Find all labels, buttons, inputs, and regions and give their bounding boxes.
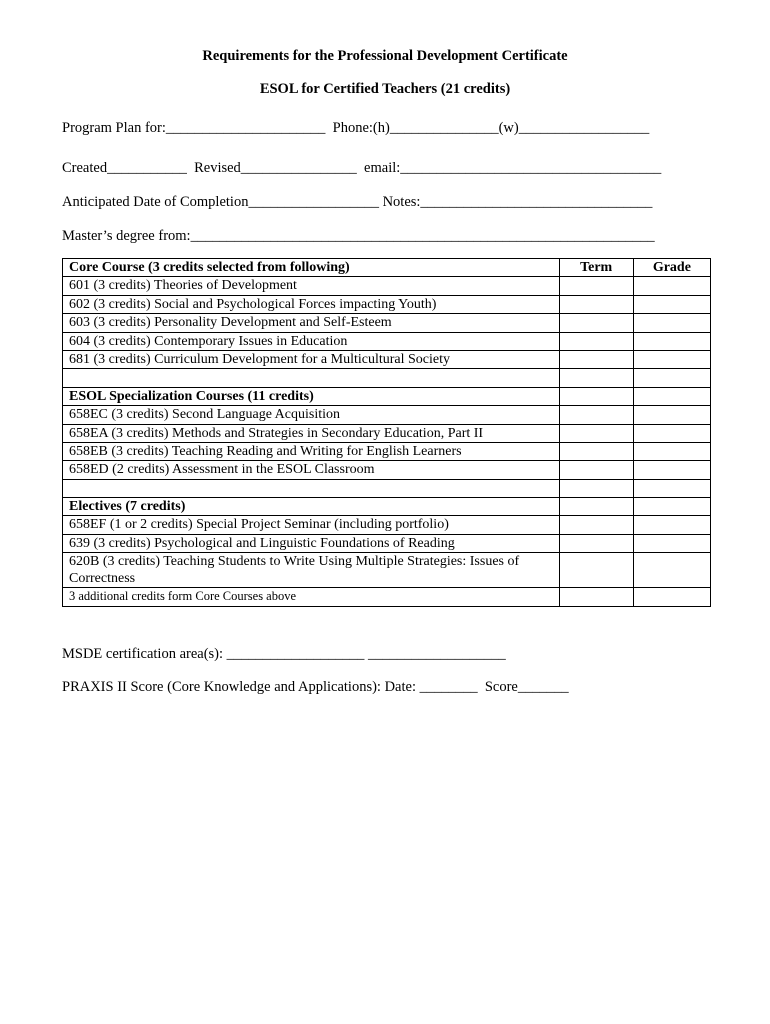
course-cell: 658EC (3 credits) Second Language Acquisition bbox=[63, 406, 560, 424]
course-cell: 620B (3 credits) Teaching Students to Write Using Multiple Strategies: Issues of Correctness bbox=[63, 553, 560, 588]
table-row-empty bbox=[63, 369, 711, 387]
grade-cell[interactable] bbox=[633, 332, 710, 350]
term-cell[interactable] bbox=[559, 295, 633, 313]
table-row bbox=[63, 461, 711, 479]
table-row bbox=[63, 387, 711, 405]
table-row bbox=[63, 277, 711, 295]
table-row bbox=[63, 424, 711, 442]
term-cell[interactable] bbox=[559, 534, 633, 552]
course-cell: 604 (3 credits) Contemporary Issues in Education bbox=[63, 332, 560, 350]
core-course-header: Core Course (3 credits selected from following) bbox=[63, 259, 560, 277]
document-title: Requirements for the Professional Development Certificate bbox=[202, 48, 568, 64]
grade-cell[interactable] bbox=[633, 424, 710, 442]
term-cell[interactable] bbox=[559, 442, 633, 460]
term-cell[interactable] bbox=[559, 387, 633, 405]
table-row bbox=[63, 553, 711, 588]
grade-cell[interactable] bbox=[633, 369, 710, 387]
course-cell: 603 (3 credits) Personality Development and Self-Esteem bbox=[63, 314, 560, 332]
table-row bbox=[63, 534, 711, 552]
table-row bbox=[63, 314, 711, 332]
grade-cell[interactable] bbox=[633, 387, 710, 405]
term-cell[interactable] bbox=[559, 553, 633, 588]
table-row bbox=[63, 259, 711, 277]
electives-section-header: Electives (7 credits) bbox=[63, 498, 560, 516]
completion-notes-line[interactable]: Anticipated Date of Completion__________________ Notes:________________________________ bbox=[62, 194, 653, 210]
grade-cell[interactable] bbox=[633, 534, 710, 552]
term-cell[interactable] bbox=[559, 332, 633, 350]
course-cell: 601 (3 credits) Theories of Development bbox=[63, 277, 560, 295]
table-row bbox=[63, 406, 711, 424]
created-revised-email-line[interactable]: Created___________ Revised________________ email:____________________________________ bbox=[62, 160, 662, 176]
document-subtitle: ESOL for Certified Teachers (21 credits) bbox=[259, 81, 511, 97]
term-cell[interactable] bbox=[559, 424, 633, 442]
term-cell[interactable] bbox=[559, 406, 633, 424]
term-cell[interactable] bbox=[559, 461, 633, 479]
grade-cell[interactable] bbox=[633, 442, 710, 460]
grade-cell[interactable] bbox=[633, 479, 710, 497]
course-cell: 681 (3 credits) Curriculum Development for a Multicultural Society bbox=[63, 350, 560, 368]
course-cell: 658EF (1 or 2 credits) Special Project Seminar (including portfolio) bbox=[63, 516, 560, 534]
grade-cell[interactable] bbox=[633, 350, 710, 368]
masters-degree-line[interactable]: Master’s degree from:________________________________________________________________ bbox=[62, 228, 655, 244]
term-cell[interactable] bbox=[559, 479, 633, 497]
additional-credits-note: 3 additional credits form Core Courses above bbox=[63, 588, 560, 606]
empty-cell bbox=[63, 479, 560, 497]
grade-column-header: Grade bbox=[633, 259, 710, 277]
grade-cell[interactable] bbox=[633, 498, 710, 516]
msde-certification-line[interactable]: MSDE certification area(s): ___________________ ___________________ bbox=[62, 646, 506, 662]
table-row bbox=[63, 332, 711, 350]
esol-section-header: ESOL Specialization Courses (11 credits) bbox=[63, 387, 560, 405]
grade-cell[interactable] bbox=[633, 314, 710, 332]
course-cell: 658EB (3 credits) Teaching Reading and Writing for English Learners bbox=[63, 442, 560, 460]
grade-cell[interactable] bbox=[633, 461, 710, 479]
program-plan-line[interactable]: Program Plan for:______________________ Phone:(h)_______________(w)__________________ bbox=[62, 120, 650, 136]
table-row bbox=[63, 498, 711, 516]
course-table bbox=[62, 258, 711, 607]
course-cell: 658ED (2 credits) Assessment in the ESOL Classroom bbox=[63, 461, 560, 479]
grade-cell[interactable] bbox=[633, 295, 710, 313]
term-cell[interactable] bbox=[559, 369, 633, 387]
empty-cell bbox=[63, 369, 560, 387]
grade-cell[interactable] bbox=[633, 553, 710, 588]
grade-cell[interactable] bbox=[633, 277, 710, 295]
grade-cell[interactable] bbox=[633, 588, 710, 606]
term-cell[interactable] bbox=[559, 498, 633, 516]
term-cell[interactable] bbox=[559, 314, 633, 332]
table-row bbox=[63, 295, 711, 313]
table-row-empty bbox=[63, 479, 711, 497]
table-row bbox=[63, 588, 711, 606]
term-cell[interactable] bbox=[559, 277, 633, 295]
course-cell: 658EA (3 credits) Methods and Strategies in Secondary Education, Part II bbox=[63, 424, 560, 442]
table-row bbox=[63, 516, 711, 534]
course-cell: 639 (3 credits) Psychological and Linguistic Foundations of Reading bbox=[63, 534, 560, 552]
term-cell[interactable] bbox=[559, 588, 633, 606]
term-column-header: Term bbox=[559, 259, 633, 277]
grade-cell[interactable] bbox=[633, 516, 710, 534]
term-cell[interactable] bbox=[559, 350, 633, 368]
table-row bbox=[63, 442, 711, 460]
course-cell: 602 (3 credits) Social and Psychological Forces impacting Youth) bbox=[63, 295, 560, 313]
term-cell[interactable] bbox=[559, 516, 633, 534]
grade-cell[interactable] bbox=[633, 406, 710, 424]
praxis-score-line[interactable]: PRAXIS II Score (Core Knowledge and Applications): Date: ________ Score_______ bbox=[62, 679, 569, 695]
table-row bbox=[63, 350, 711, 368]
